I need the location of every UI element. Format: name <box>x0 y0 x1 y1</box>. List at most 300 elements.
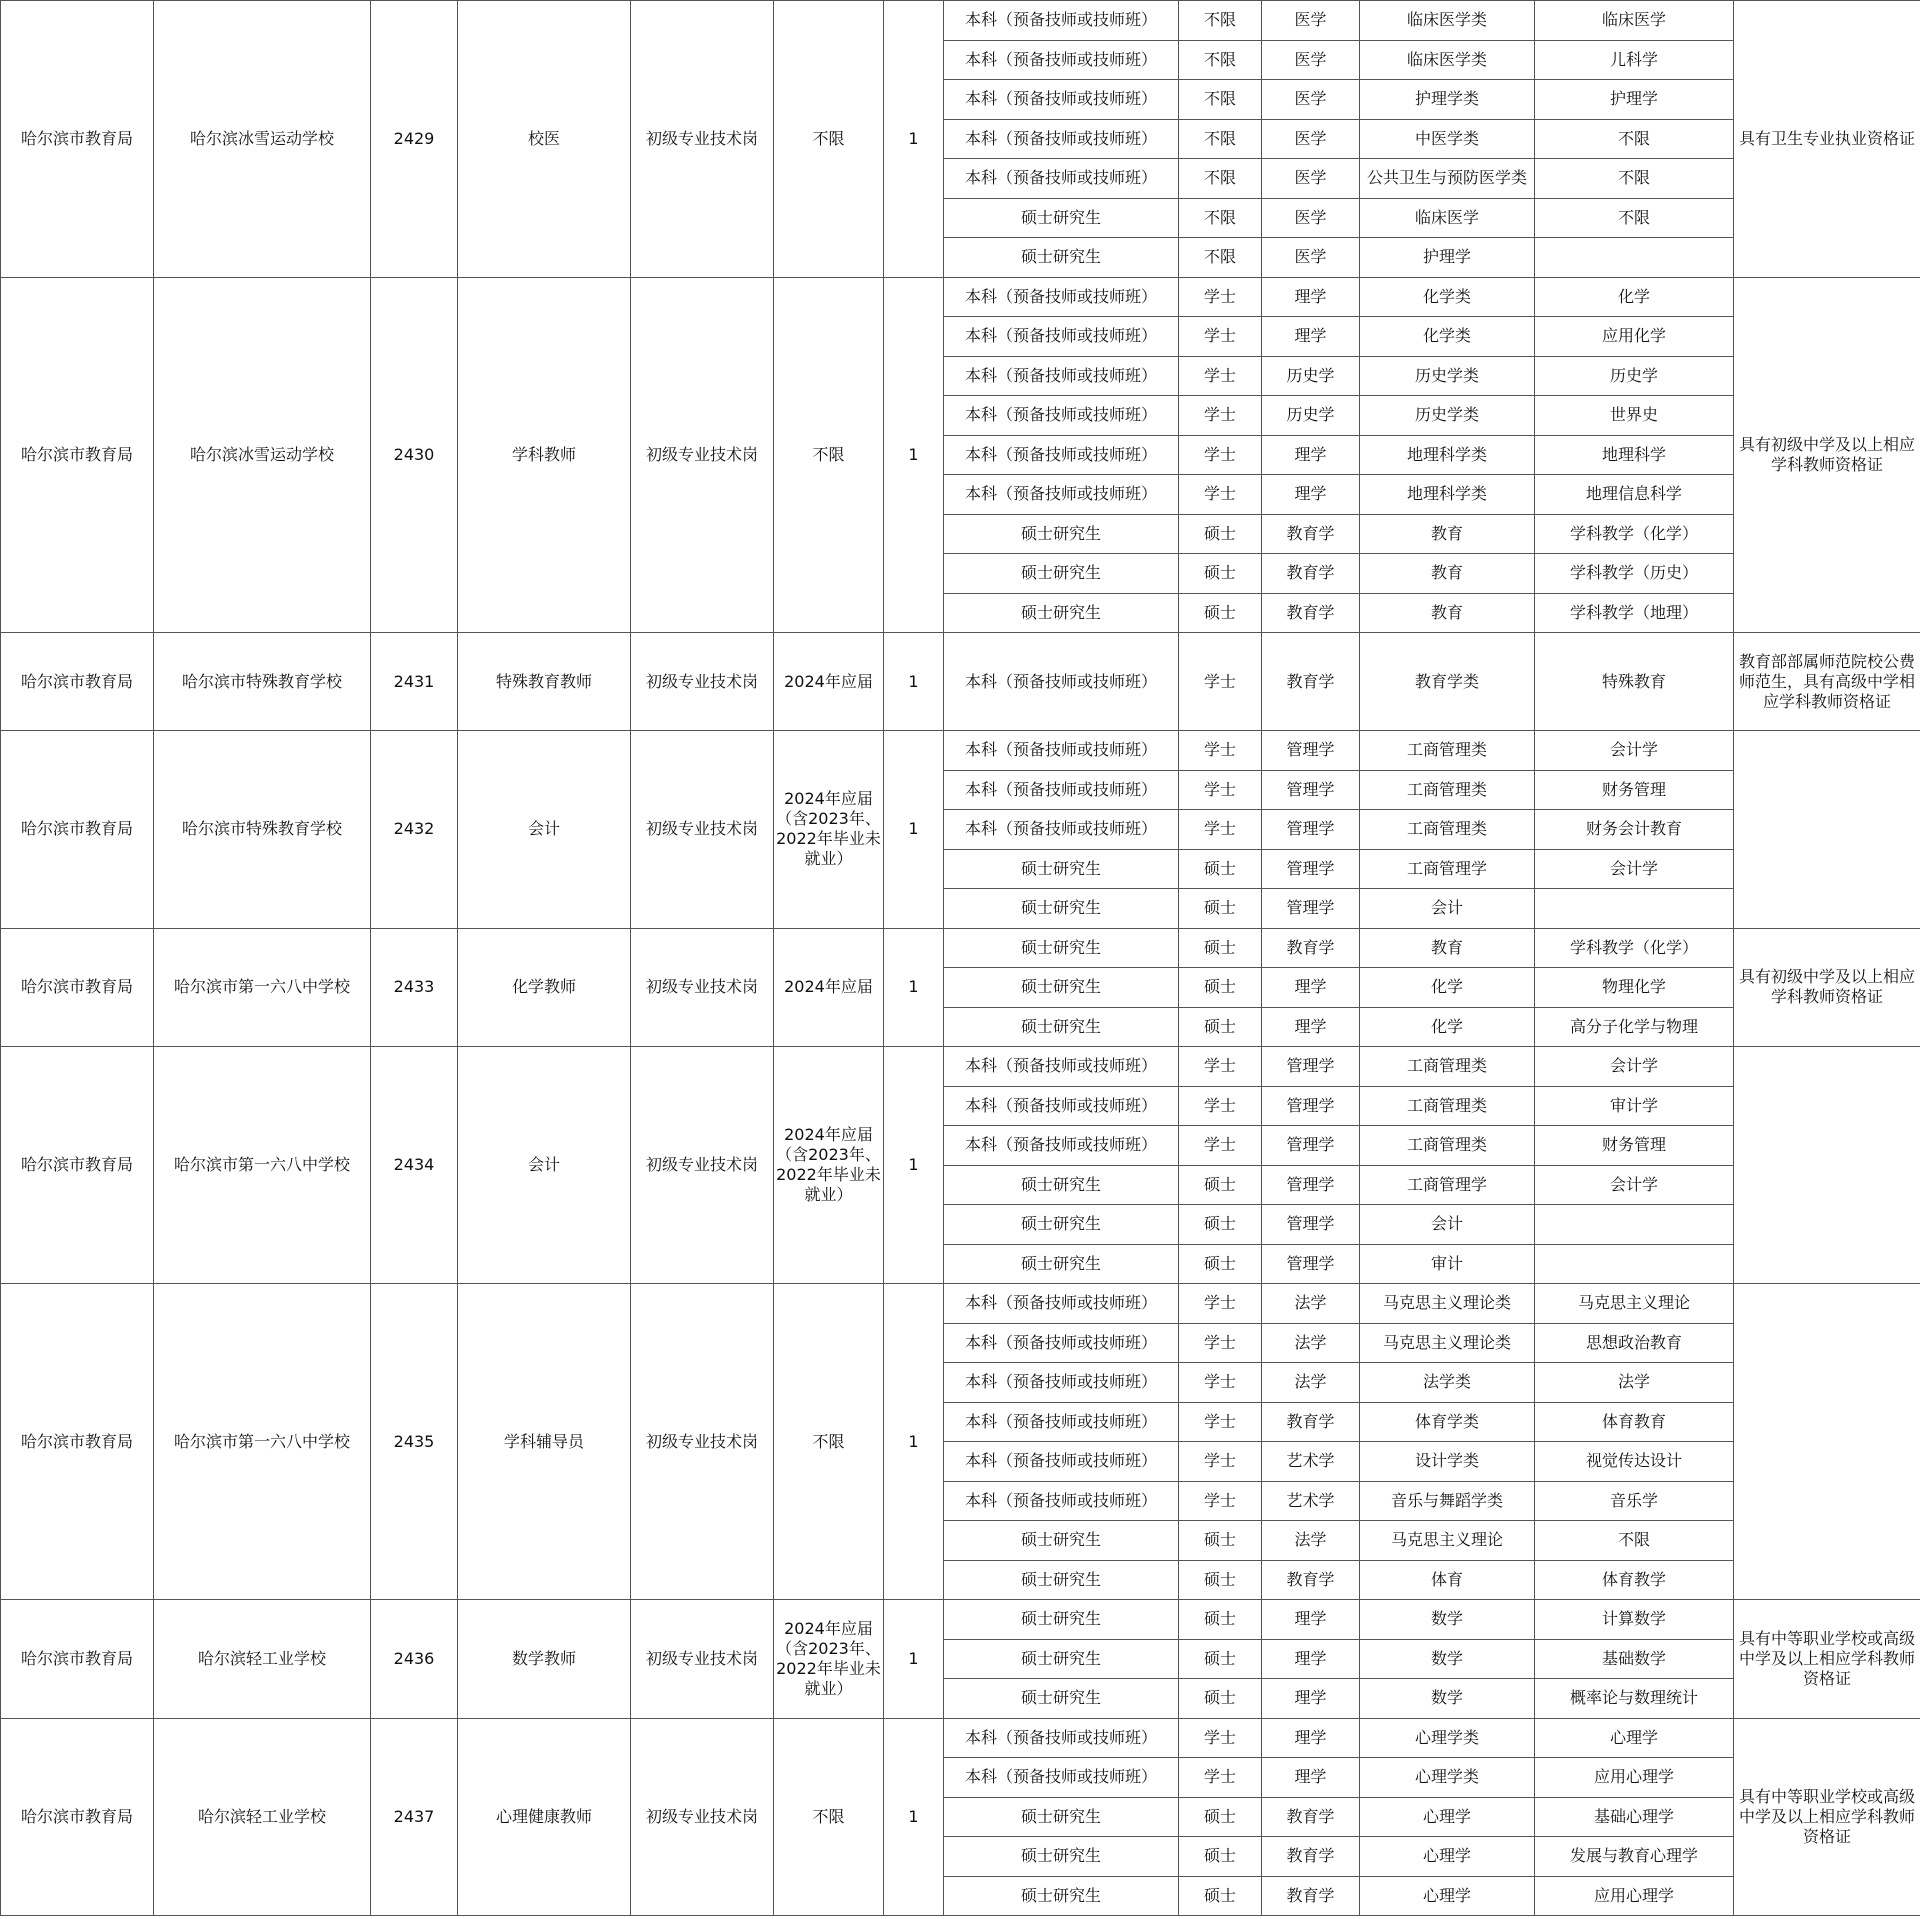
education-cell: 本科（预备技师或技师班） <box>944 1284 1179 1324</box>
major-cell: 历史学 <box>1535 356 1734 396</box>
degree-cell: 学士 <box>1179 1718 1262 1758</box>
major-category-cell: 化学类 <box>1360 277 1535 317</box>
education-cell: 硕士研究生 <box>944 1600 1179 1640</box>
discipline-cell: 教育学 <box>1262 1402 1360 1442</box>
major-category-cell: 临床医学类 <box>1360 40 1535 80</box>
post-code-cell: 2429 <box>371 1 458 278</box>
hire-count-cell: 1 <box>884 1 944 278</box>
post-name-cell: 会计 <box>458 731 631 929</box>
major-cell: 基础数学 <box>1535 1639 1734 1679</box>
major-category-cell: 心理学类 <box>1360 1758 1535 1798</box>
discipline-cell: 教育学 <box>1262 1560 1360 1600</box>
education-cell: 本科（预备技师或技师班） <box>944 1126 1179 1166</box>
education-cell: 本科（预备技师或技师班） <box>944 277 1179 317</box>
education-cell: 硕士研究生 <box>944 928 1179 968</box>
education-cell: 硕士研究生 <box>944 889 1179 929</box>
post-level-cell: 初级专业技术岗 <box>631 731 774 929</box>
major-cell: 不限 <box>1535 1521 1734 1561</box>
table-body <box>1 1 1920 1916</box>
dept-cell: 哈尔滨市教育局 <box>1 1 154 278</box>
major-cell: 马克思主义理论 <box>1535 1284 1734 1324</box>
candidate-source-cell: 不限 <box>774 1 884 278</box>
unit-cell: 哈尔滨轻工业学校 <box>154 1600 371 1719</box>
major-cell: 发展与教育心理学 <box>1535 1837 1734 1877</box>
discipline-cell: 理学 <box>1262 968 1360 1008</box>
discipline-cell: 艺术学 <box>1262 1442 1360 1482</box>
major-category-cell: 化学 <box>1360 968 1535 1008</box>
degree-cell: 学士 <box>1179 1126 1262 1166</box>
major-category-cell: 护理学类 <box>1360 80 1535 120</box>
discipline-cell: 理学 <box>1262 317 1360 357</box>
degree-cell: 硕士 <box>1179 1797 1262 1837</box>
major-cell: 会计学 <box>1535 1047 1734 1087</box>
education-cell: 硕士研究生 <box>944 593 1179 633</box>
unit-cell: 哈尔滨轻工业学校 <box>154 1718 371 1916</box>
discipline-cell: 法学 <box>1262 1284 1360 1324</box>
discipline-cell: 教育学 <box>1262 1837 1360 1877</box>
major-cell: 不限 <box>1535 159 1734 199</box>
education-cell: 本科（预备技师或技师班） <box>944 731 1179 771</box>
major-category-cell: 公共卫生与预防医学类 <box>1360 159 1535 199</box>
major-category-cell: 会计 <box>1360 1205 1535 1245</box>
hire-count-cell: 1 <box>884 731 944 929</box>
major-category-cell: 会计 <box>1360 889 1535 929</box>
major-category-cell: 化学类 <box>1360 317 1535 357</box>
major-cell: 财务管理 <box>1535 1126 1734 1166</box>
degree-cell: 硕士 <box>1179 1876 1262 1916</box>
major-cell: 财务会计教育 <box>1535 810 1734 850</box>
major-cell: 应用化学 <box>1535 317 1734 357</box>
degree-cell: 学士 <box>1179 396 1262 436</box>
major-cell: 地理信息科学 <box>1535 475 1734 515</box>
hire-count-cell: 1 <box>884 928 944 1047</box>
degree-cell: 不限 <box>1179 119 1262 159</box>
dept-cell: 哈尔滨市教育局 <box>1 1600 154 1719</box>
education-cell: 硕士研究生 <box>944 1165 1179 1205</box>
major-category-cell: 马克思主义理论 <box>1360 1521 1535 1561</box>
discipline-cell: 理学 <box>1262 1639 1360 1679</box>
major-category-cell: 心理学类 <box>1360 1718 1535 1758</box>
hire-count-cell: 1 <box>884 1600 944 1719</box>
discipline-cell: 医学 <box>1262 198 1360 238</box>
degree-cell: 学士 <box>1179 1402 1262 1442</box>
major-cell: 化学 <box>1535 277 1734 317</box>
education-cell: 硕士研究生 <box>944 1205 1179 1245</box>
education-cell: 硕士研究生 <box>944 1679 1179 1719</box>
degree-cell: 硕士 <box>1179 849 1262 889</box>
education-cell: 本科（预备技师或技师班） <box>944 475 1179 515</box>
degree-cell: 硕士 <box>1179 1639 1262 1679</box>
major-category-cell: 体育 <box>1360 1560 1535 1600</box>
discipline-cell: 理学 <box>1262 1758 1360 1798</box>
major-cell: 体育教育 <box>1535 1402 1734 1442</box>
degree-cell: 硕士 <box>1179 1679 1262 1719</box>
major-cell: 概率论与数理统计 <box>1535 1679 1734 1719</box>
major-cell: 思想政治教育 <box>1535 1323 1734 1363</box>
major-cell <box>1535 1205 1734 1245</box>
dept-cell: 哈尔滨市教育局 <box>1 1284 154 1600</box>
education-cell: 硕士研究生 <box>944 1007 1179 1047</box>
major-category-cell: 马克思主义理论类 <box>1360 1284 1535 1324</box>
degree-cell: 不限 <box>1179 1 1262 41</box>
major-category-cell: 工商管理学 <box>1360 1165 1535 1205</box>
degree-cell: 学士 <box>1179 731 1262 771</box>
education-cell: 硕士研究生 <box>944 1639 1179 1679</box>
post-code-cell: 2435 <box>371 1284 458 1600</box>
candidate-source-cell: 2024年应届 <box>774 633 884 731</box>
post-level-cell: 初级专业技术岗 <box>631 1600 774 1719</box>
major-category-cell: 马克思主义理论类 <box>1360 1323 1535 1363</box>
major-cell: 学科教学（化学） <box>1535 928 1734 968</box>
major-category-cell: 教育 <box>1360 593 1535 633</box>
major-category-cell: 工商管理类 <box>1360 770 1535 810</box>
discipline-cell: 理学 <box>1262 1679 1360 1719</box>
hire-count-cell: 1 <box>884 1284 944 1600</box>
post-code-cell: 2430 <box>371 277 458 633</box>
degree-cell: 硕士 <box>1179 1205 1262 1245</box>
major-cell: 音乐学 <box>1535 1481 1734 1521</box>
education-cell: 硕士研究生 <box>944 554 1179 594</box>
discipline-cell: 管理学 <box>1262 731 1360 771</box>
major-category-cell: 临床医学类 <box>1360 1 1535 41</box>
discipline-cell: 理学 <box>1262 475 1360 515</box>
post-name-cell: 学科教师 <box>458 277 631 633</box>
dept-cell: 哈尔滨市教育局 <box>1 1718 154 1916</box>
discipline-cell: 理学 <box>1262 1718 1360 1758</box>
education-cell: 硕士研究生 <box>944 1560 1179 1600</box>
major-cell: 地理科学 <box>1535 435 1734 475</box>
degree-cell: 硕士 <box>1179 1837 1262 1877</box>
candidate-source-cell: 2024年应届（含2023年、2022年毕业未就业） <box>774 731 884 929</box>
major-category-cell: 工商管理类 <box>1360 810 1535 850</box>
discipline-cell: 教育学 <box>1262 633 1360 731</box>
major-category-cell: 工商管理类 <box>1360 1047 1535 1087</box>
degree-cell: 学士 <box>1179 770 1262 810</box>
major-category-cell: 工商管理学 <box>1360 849 1535 889</box>
dept-cell: 哈尔滨市教育局 <box>1 1047 154 1284</box>
degree-cell: 学士 <box>1179 1086 1262 1126</box>
education-cell: 硕士研究生 <box>944 514 1179 554</box>
hire-count-cell: 1 <box>884 1047 944 1284</box>
discipline-cell: 教育学 <box>1262 928 1360 968</box>
requirement-note-cell <box>1734 731 1920 929</box>
discipline-cell: 管理学 <box>1262 1244 1360 1284</box>
discipline-cell: 管理学 <box>1262 1086 1360 1126</box>
post-code-cell: 2437 <box>371 1718 458 1916</box>
major-cell: 特殊教育 <box>1535 633 1734 731</box>
degree-cell: 硕士 <box>1179 1007 1262 1047</box>
table-row <box>1 1047 1920 1087</box>
major-cell: 视觉传达设计 <box>1535 1442 1734 1482</box>
discipline-cell: 理学 <box>1262 435 1360 475</box>
major-cell: 财务管理 <box>1535 770 1734 810</box>
degree-cell: 硕士 <box>1179 968 1262 1008</box>
discipline-cell: 管理学 <box>1262 770 1360 810</box>
requirement-note-cell: 具有初级中学及以上相应学科教师资格证 <box>1734 928 1920 1047</box>
degree-cell: 硕士 <box>1179 1521 1262 1561</box>
education-cell: 硕士研究生 <box>944 1521 1179 1561</box>
major-category-cell: 设计学类 <box>1360 1442 1535 1482</box>
major-cell: 会计学 <box>1535 1165 1734 1205</box>
major-cell <box>1535 889 1734 929</box>
major-cell: 高分子化学与物理 <box>1535 1007 1734 1047</box>
major-cell: 学科教学（化学） <box>1535 514 1734 554</box>
education-cell: 本科（预备技师或技师班） <box>944 1047 1179 1087</box>
major-category-cell: 心理学 <box>1360 1837 1535 1877</box>
hire-count-cell: 1 <box>884 1718 944 1916</box>
major-cell: 不限 <box>1535 119 1734 159</box>
table-row <box>1 1284 1920 1324</box>
degree-cell: 硕士 <box>1179 928 1262 968</box>
discipline-cell: 法学 <box>1262 1363 1360 1403</box>
degree-cell: 不限 <box>1179 238 1262 278</box>
degree-cell: 学士 <box>1179 1758 1262 1798</box>
degree-cell: 硕士 <box>1179 554 1262 594</box>
discipline-cell: 医学 <box>1262 40 1360 80</box>
unit-cell: 哈尔滨市第一六八中学校 <box>154 1047 371 1284</box>
post-name-cell: 化学教师 <box>458 928 631 1047</box>
post-name-cell: 校医 <box>458 1 631 278</box>
candidate-source-cell: 2024年应届（含2023年、2022年毕业未就业） <box>774 1047 884 1284</box>
discipline-cell: 管理学 <box>1262 1126 1360 1166</box>
major-cell: 心理学 <box>1535 1718 1734 1758</box>
unit-cell: 哈尔滨市第一六八中学校 <box>154 1284 371 1600</box>
major-category-cell: 音乐与舞蹈学类 <box>1360 1481 1535 1521</box>
post-level-cell: 初级专业技术岗 <box>631 1718 774 1916</box>
major-category-cell: 工商管理类 <box>1360 1086 1535 1126</box>
post-code-cell: 2433 <box>371 928 458 1047</box>
major-category-cell: 教育 <box>1360 554 1535 594</box>
major-category-cell: 地理科学类 <box>1360 435 1535 475</box>
discipline-cell: 管理学 <box>1262 1047 1360 1087</box>
education-cell: 本科（预备技师或技师班） <box>944 810 1179 850</box>
education-cell: 本科（预备技师或技师班） <box>944 1758 1179 1798</box>
degree-cell: 学士 <box>1179 1481 1262 1521</box>
requirement-note-cell <box>1734 1047 1920 1284</box>
degree-cell: 硕士 <box>1179 889 1262 929</box>
degree-cell: 不限 <box>1179 159 1262 199</box>
major-category-cell: 护理学 <box>1360 238 1535 278</box>
requirement-note-cell: 具有卫生专业执业资格证 <box>1734 1 1920 278</box>
education-cell: 本科（预备技师或技师班） <box>944 770 1179 810</box>
table-row <box>1 1718 1920 1758</box>
major-category-cell: 教育 <box>1360 514 1535 554</box>
post-name-cell: 特殊教育教师 <box>458 633 631 731</box>
education-cell: 本科（预备技师或技师班） <box>944 119 1179 159</box>
candidate-source-cell: 不限 <box>774 1284 884 1600</box>
major-cell: 学科教学（地理） <box>1535 593 1734 633</box>
degree-cell: 不限 <box>1179 40 1262 80</box>
discipline-cell: 管理学 <box>1262 1165 1360 1205</box>
degree-cell: 硕士 <box>1179 514 1262 554</box>
table-row <box>1 633 1920 731</box>
degree-cell: 不限 <box>1179 80 1262 120</box>
major-category-cell: 教育 <box>1360 928 1535 968</box>
discipline-cell: 理学 <box>1262 1600 1360 1640</box>
candidate-source-cell: 不限 <box>774 277 884 633</box>
discipline-cell: 法学 <box>1262 1521 1360 1561</box>
discipline-cell: 教育学 <box>1262 1876 1360 1916</box>
education-cell: 本科（预备技师或技师班） <box>944 1086 1179 1126</box>
major-cell: 学科教学（历史） <box>1535 554 1734 594</box>
post-code-cell: 2431 <box>371 633 458 731</box>
major-cell: 审计学 <box>1535 1086 1734 1126</box>
discipline-cell: 历史学 <box>1262 356 1360 396</box>
post-code-cell: 2434 <box>371 1047 458 1284</box>
degree-cell: 学士 <box>1179 1047 1262 1087</box>
major-cell <box>1535 1244 1734 1284</box>
education-cell: 本科（预备技师或技师班） <box>944 1442 1179 1482</box>
education-cell: 硕士研究生 <box>944 849 1179 889</box>
major-category-cell: 数学 <box>1360 1679 1535 1719</box>
post-level-cell: 初级专业技术岗 <box>631 928 774 1047</box>
post-level-cell: 初级专业技术岗 <box>631 1047 774 1284</box>
degree-cell: 学士 <box>1179 633 1262 731</box>
major-cell <box>1535 238 1734 278</box>
major-category-cell: 历史学类 <box>1360 356 1535 396</box>
discipline-cell: 法学 <box>1262 1323 1360 1363</box>
major-cell: 体育教学 <box>1535 1560 1734 1600</box>
major-cell: 不限 <box>1535 198 1734 238</box>
post-name-cell: 会计 <box>458 1047 631 1284</box>
hire-count-cell: 1 <box>884 277 944 633</box>
major-cell: 计算数学 <box>1535 1600 1734 1640</box>
education-cell: 硕士研究生 <box>944 1837 1179 1877</box>
unit-cell: 哈尔滨市特殊教育学校 <box>154 633 371 731</box>
discipline-cell: 理学 <box>1262 1007 1360 1047</box>
major-category-cell: 地理科学类 <box>1360 475 1535 515</box>
education-cell: 本科（预备技师或技师班） <box>944 1363 1179 1403</box>
discipline-cell: 医学 <box>1262 119 1360 159</box>
discipline-cell: 教育学 <box>1262 554 1360 594</box>
education-cell: 本科（预备技师或技师班） <box>944 435 1179 475</box>
major-cell: 物理化学 <box>1535 968 1734 1008</box>
degree-cell: 硕士 <box>1179 1165 1262 1205</box>
post-level-cell: 初级专业技术岗 <box>631 277 774 633</box>
major-category-cell: 工商管理类 <box>1360 731 1535 771</box>
education-cell: 本科（预备技师或技师班） <box>944 356 1179 396</box>
major-category-cell: 审计 <box>1360 1244 1535 1284</box>
post-code-cell: 2432 <box>371 731 458 929</box>
discipline-cell: 管理学 <box>1262 1205 1360 1245</box>
major-cell: 儿科学 <box>1535 40 1734 80</box>
education-cell: 本科（预备技师或技师班） <box>944 396 1179 436</box>
degree-cell: 硕士 <box>1179 593 1262 633</box>
hire-count-cell: 1 <box>884 633 944 731</box>
dept-cell: 哈尔滨市教育局 <box>1 928 154 1047</box>
education-cell: 本科（预备技师或技师班） <box>944 633 1179 731</box>
major-category-cell: 临床医学 <box>1360 198 1535 238</box>
education-cell: 本科（预备技师或技师班） <box>944 1402 1179 1442</box>
degree-cell: 不限 <box>1179 198 1262 238</box>
post-name-cell: 心理健康教师 <box>458 1718 631 1916</box>
education-cell: 硕士研究生 <box>944 1244 1179 1284</box>
major-category-cell: 体育学类 <box>1360 1402 1535 1442</box>
discipline-cell: 管理学 <box>1262 810 1360 850</box>
major-category-cell: 教育学类 <box>1360 633 1535 731</box>
education-cell: 本科（预备技师或技师班） <box>944 1 1179 41</box>
discipline-cell: 医学 <box>1262 1 1360 41</box>
education-cell: 硕士研究生 <box>944 1876 1179 1916</box>
unit-cell: 哈尔滨冰雪运动学校 <box>154 1 371 278</box>
table-row <box>1 1600 1920 1640</box>
education-cell: 本科（预备技师或技师班） <box>944 1323 1179 1363</box>
degree-cell: 硕士 <box>1179 1600 1262 1640</box>
unit-cell: 哈尔滨市第一六八中学校 <box>154 928 371 1047</box>
degree-cell: 学士 <box>1179 1442 1262 1482</box>
post-name-cell: 学科辅导员 <box>458 1284 631 1600</box>
education-cell: 硕士研究生 <box>944 198 1179 238</box>
discipline-cell: 艺术学 <box>1262 1481 1360 1521</box>
degree-cell: 学士 <box>1179 1284 1262 1324</box>
discipline-cell: 管理学 <box>1262 889 1360 929</box>
major-category-cell: 中医学类 <box>1360 119 1535 159</box>
degree-cell: 硕士 <box>1179 1560 1262 1600</box>
degree-cell: 学士 <box>1179 1323 1262 1363</box>
discipline-cell: 医学 <box>1262 238 1360 278</box>
major-category-cell: 化学 <box>1360 1007 1535 1047</box>
discipline-cell: 医学 <box>1262 159 1360 199</box>
degree-cell: 学士 <box>1179 475 1262 515</box>
post-level-cell: 初级专业技术岗 <box>631 1284 774 1600</box>
major-cell: 应用心理学 <box>1535 1876 1734 1916</box>
major-cell: 世界史 <box>1535 396 1734 436</box>
major-category-cell: 心理学 <box>1360 1876 1535 1916</box>
education-cell: 硕士研究生 <box>944 238 1179 278</box>
education-cell: 本科（预备技师或技师班） <box>944 80 1179 120</box>
candidate-source-cell: 2024年应届 <box>774 928 884 1047</box>
degree-cell: 学士 <box>1179 435 1262 475</box>
education-cell: 硕士研究生 <box>944 968 1179 1008</box>
post-name-cell: 数学教师 <box>458 1600 631 1719</box>
major-cell: 基础心理学 <box>1535 1797 1734 1837</box>
post-code-cell: 2436 <box>371 1600 458 1719</box>
discipline-cell: 历史学 <box>1262 396 1360 436</box>
major-category-cell: 工商管理类 <box>1360 1126 1535 1166</box>
major-category-cell: 数学 <box>1360 1639 1535 1679</box>
discipline-cell: 管理学 <box>1262 849 1360 889</box>
requirement-note-cell <box>1734 1284 1920 1600</box>
education-cell: 本科（预备技师或技师班） <box>944 40 1179 80</box>
table-row <box>1 731 1920 771</box>
discipline-cell: 教育学 <box>1262 1797 1360 1837</box>
major-category-cell: 心理学 <box>1360 1797 1535 1837</box>
requirement-note-cell: 具有中等职业学校或高级中学及以上相应学科教师资格证 <box>1734 1718 1920 1916</box>
dept-cell: 哈尔滨市教育局 <box>1 277 154 633</box>
major-cell: 护理学 <box>1535 80 1734 120</box>
education-cell: 本科（预备技师或技师班） <box>944 1481 1179 1521</box>
dept-cell: 哈尔滨市教育局 <box>1 731 154 929</box>
education-cell: 本科（预备技师或技师班） <box>944 317 1179 357</box>
degree-cell: 硕士 <box>1179 1244 1262 1284</box>
discipline-cell: 理学 <box>1262 277 1360 317</box>
education-cell: 本科（预备技师或技师班） <box>944 1718 1179 1758</box>
major-category-cell: 数学 <box>1360 1600 1535 1640</box>
major-cell: 会计学 <box>1535 849 1734 889</box>
candidate-source-cell: 2024年应届（含2023年、2022年毕业未就业） <box>774 1600 884 1719</box>
post-level-cell: 初级专业技术岗 <box>631 1 774 278</box>
degree-cell: 学士 <box>1179 356 1262 396</box>
discipline-cell: 教育学 <box>1262 593 1360 633</box>
requirement-note-cell: 具有初级中学及以上相应学科教师资格证 <box>1734 277 1920 633</box>
table-row <box>1 928 1920 968</box>
unit-cell: 哈尔滨冰雪运动学校 <box>154 277 371 633</box>
major-category-cell: 法学类 <box>1360 1363 1535 1403</box>
degree-cell: 学士 <box>1179 277 1262 317</box>
requirement-note-cell: 教育部部属师范院校公费师范生，具有高级中学相应学科教师资格证 <box>1734 633 1920 731</box>
education-cell: 本科（预备技师或技师班） <box>944 159 1179 199</box>
degree-cell: 学士 <box>1179 1363 1262 1403</box>
